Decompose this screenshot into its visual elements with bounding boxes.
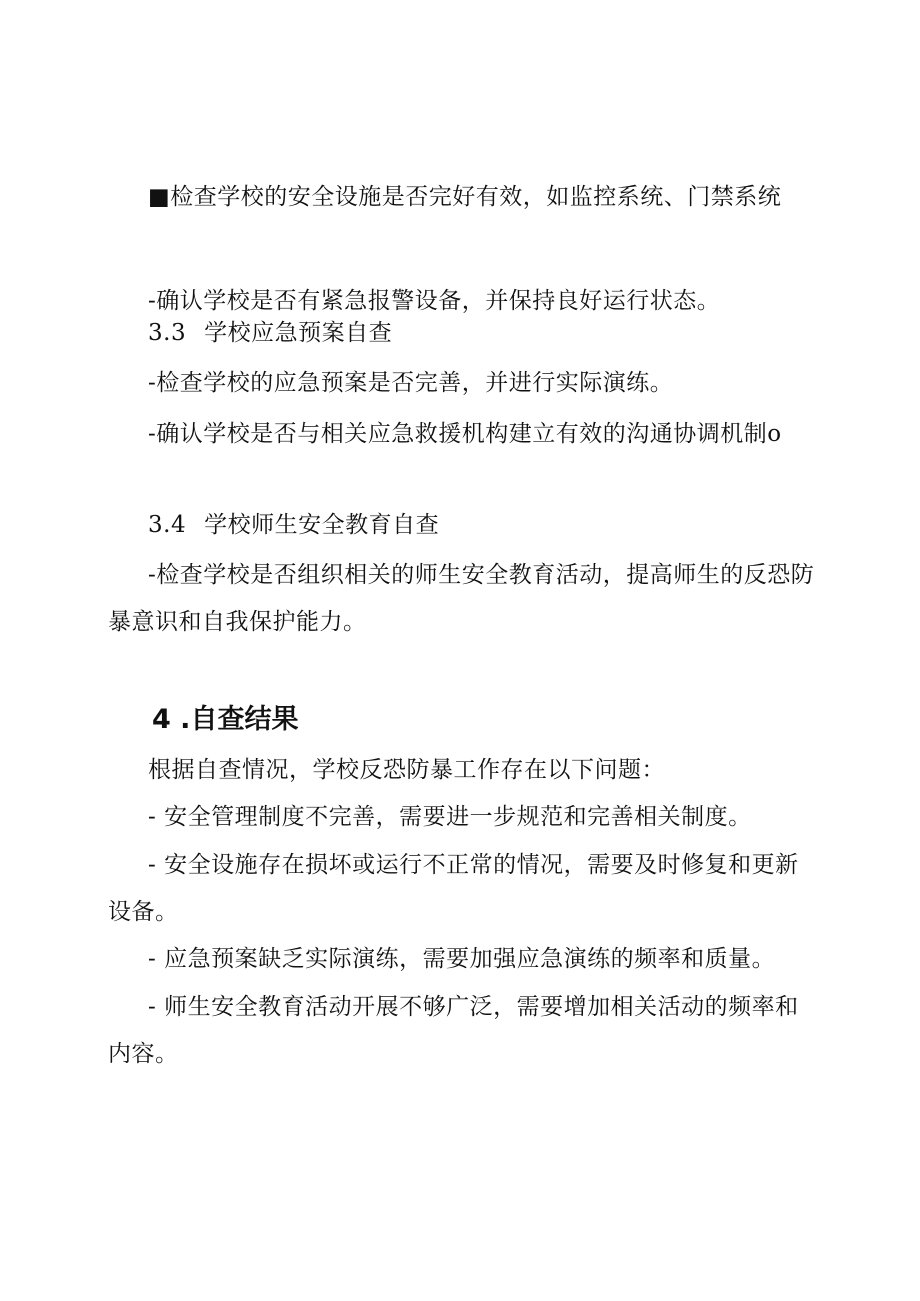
section-3-3-number: 3.3 [148, 320, 187, 346]
emergency-alarm-check-item: -确认学校是否有紧急报警设备，并保持良好运行状态。 [148, 288, 721, 314]
issue-item-2-line-2: 设备。 [108, 899, 179, 925]
section-3-4-title [148, 510, 439, 540]
security-facilities-check-item: ■检查学校的安全设施是否完好有效，如监控系统、门禁系统 [148, 184, 782, 210]
issue-item-4-line-1: - 师生安全教育活动开展不够广泛，需要增加相关活动的频率和 [148, 994, 799, 1020]
section-4-heading: 4 .自查结果 [152, 704, 299, 735]
section-3-3-title [148, 318, 392, 348]
issue-item-3: - 应急预案缺乏实际演练，需要加强应急演练的频率和质量。 [148, 946, 776, 972]
issue-item-2-line-1: - 安全设施存在损坏或运行不正常的情况，需要及时修复和更新 [148, 852, 799, 878]
section-3-4-number: 3.4 [148, 512, 187, 538]
issue-item-4-line-2: 内容。 [108, 1041, 179, 1067]
results-intro: 根据自查情况，学校反恐防暴工作存在以下问题： [148, 757, 665, 783]
emergency-plan-check-item: -检查学校的应急预案是否完善，并进行实际演练。 [148, 370, 674, 396]
safety-education-check-item-line-2: 暴意识和自我保护能力。 [108, 609, 367, 635]
issue-item-1: - 安全管理制度不完善，需要进一步规范和完善相关制度。 [148, 804, 752, 830]
section-3-4-title-text: 学校师生安全教育自查 [204, 512, 440, 538]
coordination-mechanism-check-item: -确认学校是否与相关应急救援机构建立有效的沟通协调机制o [148, 421, 782, 447]
section-3-3-title-text: 学校应急预案自查 [204, 320, 393, 346]
safety-education-check-item-line-1: -检查学校是否组织相关的师生安全教育活动，提高师生的反恐防 [148, 562, 815, 588]
